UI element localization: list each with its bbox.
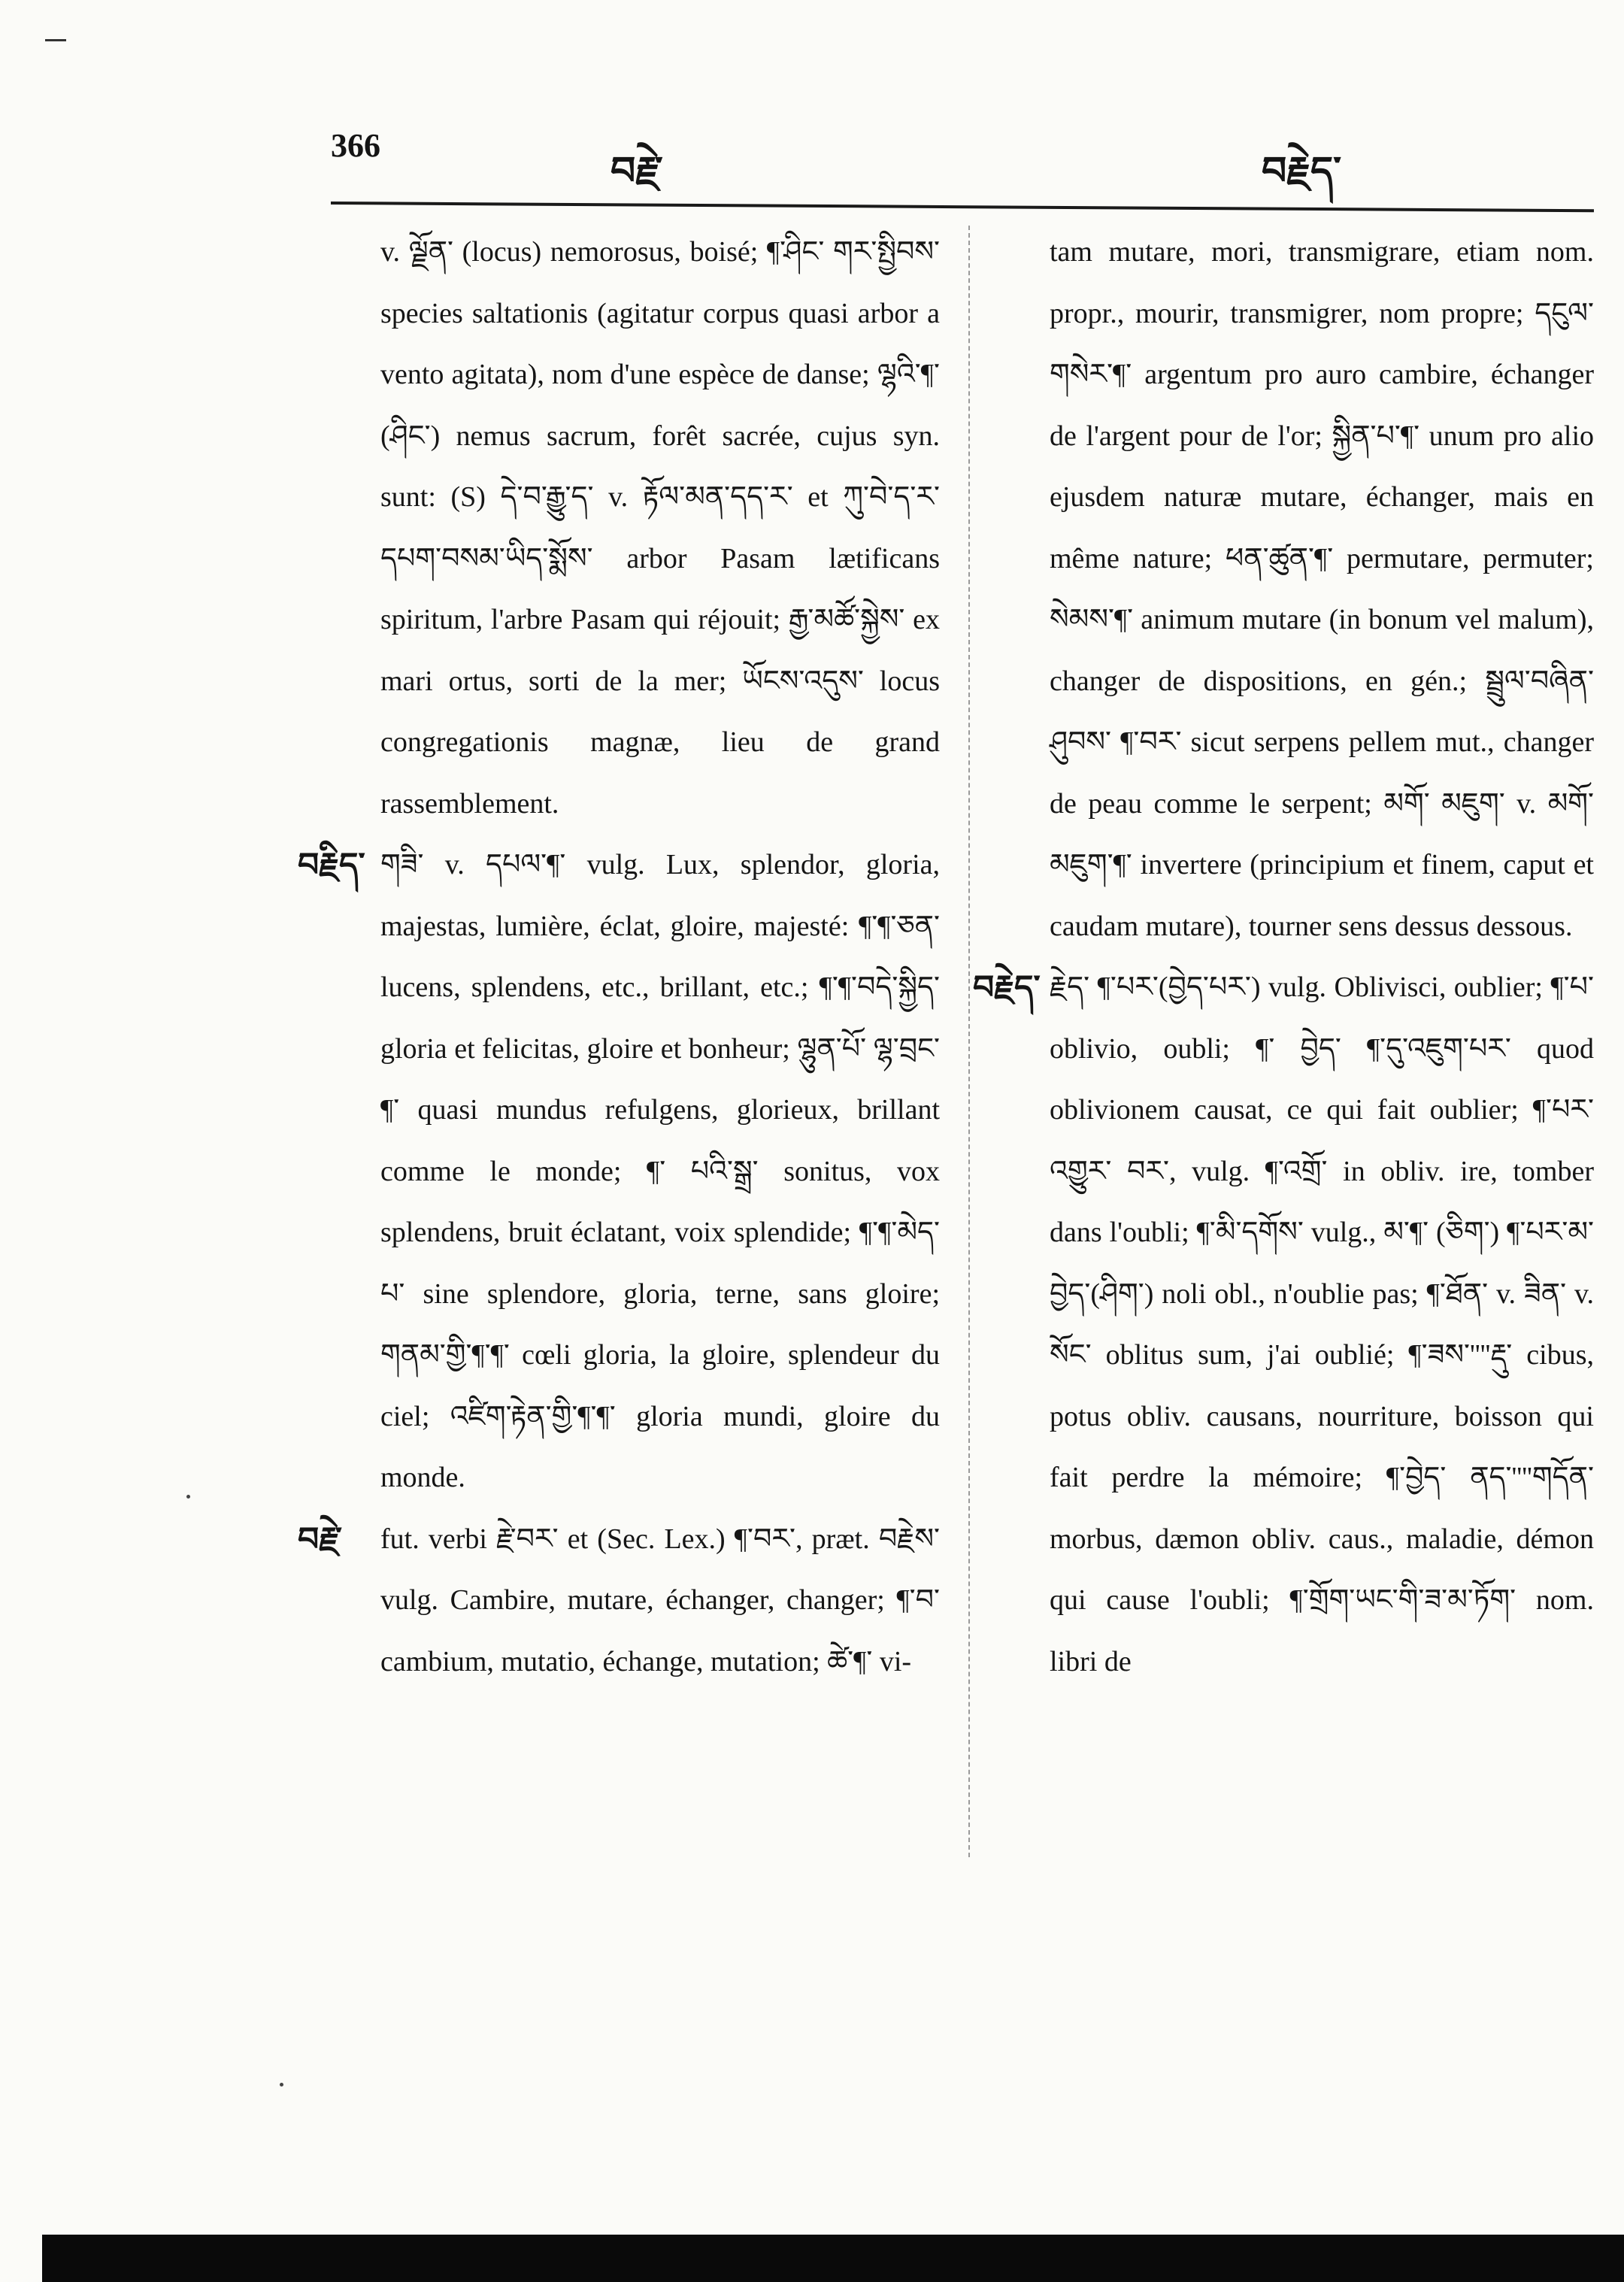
entry-continuation <box>1050 222 1594 957</box>
entry-body: tam mutare, mori, transmigrare, etiam nom. propr., mourir, transmigrer, nom propre; དངུལ་གསེར་¶་ argentum pro auro cambire, échanger de l'argent pour de l'or; སྐྱིན་པ་¶་ unum pro alio ejusdem naturæ mutare, échanger, mais en même nature; ཕན་ཚུན་¶་ permutare, permuter; སེམས་¶་ animum mutare (in bonum vel malum), changer de dispositions, en gén.; སྦྲུལ་བཞིན་ཤུབས་ ¶་བར་ sicut serpens pellem mut., changer de peau comme le serpent; མགོ་ མཇུག་ v. མགོ་མཇུག་¶་ invertere (principium et finem, caput et caudam mutare), tourner sens dessus dessous. <box>1050 236 1594 942</box>
entry-continuation <box>380 222 940 835</box>
margin-mark <box>45 39 66 41</box>
entry-headword: བརྗིད་ <box>298 846 365 884</box>
dictionary-entry <box>973 957 1594 1693</box>
entry-body: རྗེད་ ¶་པར་(བྱེད་པར་) vulg. Oblivisci, oublier; ¶་པ་ oblivio, oubli; ¶་ བྱེད་ ¶་དུ་འཇུག་པར་ quod oblivionem causat, ce qui fait oublier; ¶་པར་འགྱུར་ བར་, vulg. ¶་འགྲོ་ in obliv. ire, tomber dans l'oubli; ¶་མི་དགོས་ vulg., མ་¶་ (ཅིག་) ¶་པར་མ་བྱེད་(ཤིག་) noli obl., n'oublie pas; ¶་ཐོན་ v. ཟིན་ v. སོང་ oblitus sum, j'ai oublié; ¶་ཟས་''''རྡུ་ cibus, potus obliv. causans, nourriture, boisson qui fait perdre la mémoire; ¶་བྱེད་ ནད་''''གདོན་ morbus, dæmon obliv. caus., maladie, démon qui cause l'oubli; ¶་གྲོག་ཡང་གི་ཟ་མ་ཏོག་ nom. libri de <box>1050 971 1594 1677</box>
left-column <box>298 222 940 1693</box>
entry-body: fut. verbi རྗེ་བར་ et (Sec. Lex.) ¶་བར་, præt. བརྗེས་ vulg. Cambire, mutare, échanger, changer; ¶་བ་ cambium, mutatio, échange, mutation; ཚེ་¶་ vi- <box>380 1523 940 1677</box>
entry-headword: བརྗེ་ <box>298 1520 343 1559</box>
header-rule <box>331 202 1594 212</box>
column-divider <box>968 226 970 1857</box>
running-head-right: བརྗེད་ <box>1262 149 1342 194</box>
entry-body: v. ལྗོན་ (locus) nemorosus, boisé; ¶་ཤིང་ གར་སྤྱིབས་ species saltationis (agitatur corpus quasi arbor a vento agitata), nom d'une espèce de danse; ལྷའི་¶་(ཤིང་) nemus sacrum, forêt sacrée, cujus syn. sunt: (S) དེ་བ་རྒྱུ་ད་ v. རྟོལ་མན་དད་ར་ et ཀུ་བེ་ད་ར་ དཔག་བསམ་ཡིད་སྨོས་ arbor Pasam lætificans spiritum, l'arbre Pasam qui réjouit; རྒྱ་མཚོ་སྐྱེས་ ex mari ortus, sorti de la mer; ཡོངས་འདུས་ locus congregationis magnæ, lieu de grand rassemblement. <box>380 236 940 820</box>
scan-speck <box>280 2083 283 2087</box>
dictionary-entry <box>298 1509 940 1693</box>
dictionary-entry <box>298 835 940 1509</box>
right-column <box>973 222 1594 1693</box>
scan-border <box>42 2235 1624 2282</box>
scan-speck <box>186 1495 190 1499</box>
running-head-left: བརྗེ་ <box>611 149 663 194</box>
page-number: 366 <box>331 127 380 164</box>
entry-headword: བརྗེད་ <box>973 968 1041 1007</box>
entry-body: གཟི་ v. དཔལ་¶་ vulg. Lux, splendor, gloria, majestas, lumière, éclat, gloire, majesté: ¶་¶་ཅན་ lucens, splendens, etc., brillant, etc.; ¶་¶་བདེ་སྐྱིད་ gloria et felicitas, gloire et bonheur; ལྷུན་པོ་ ལྷ་བྲང་¶་ quasi mundus refulgens, glorieux, brillant comme le monde; ¶་ པའི་སྒྲ་ sonitus, vox splendens, bruit éclatant, voix splendide; ¶་¶་མེད་པ་ sine splendore, gloria, terne, sans gloire; གནམ་གྱི་¶་¶་ cœli gloria, la gloire, splendeur du ciel; འཛིག་རྟེན་གྱི་¶་¶་ gloria mundi, gloire du monde. <box>380 849 940 1493</box>
